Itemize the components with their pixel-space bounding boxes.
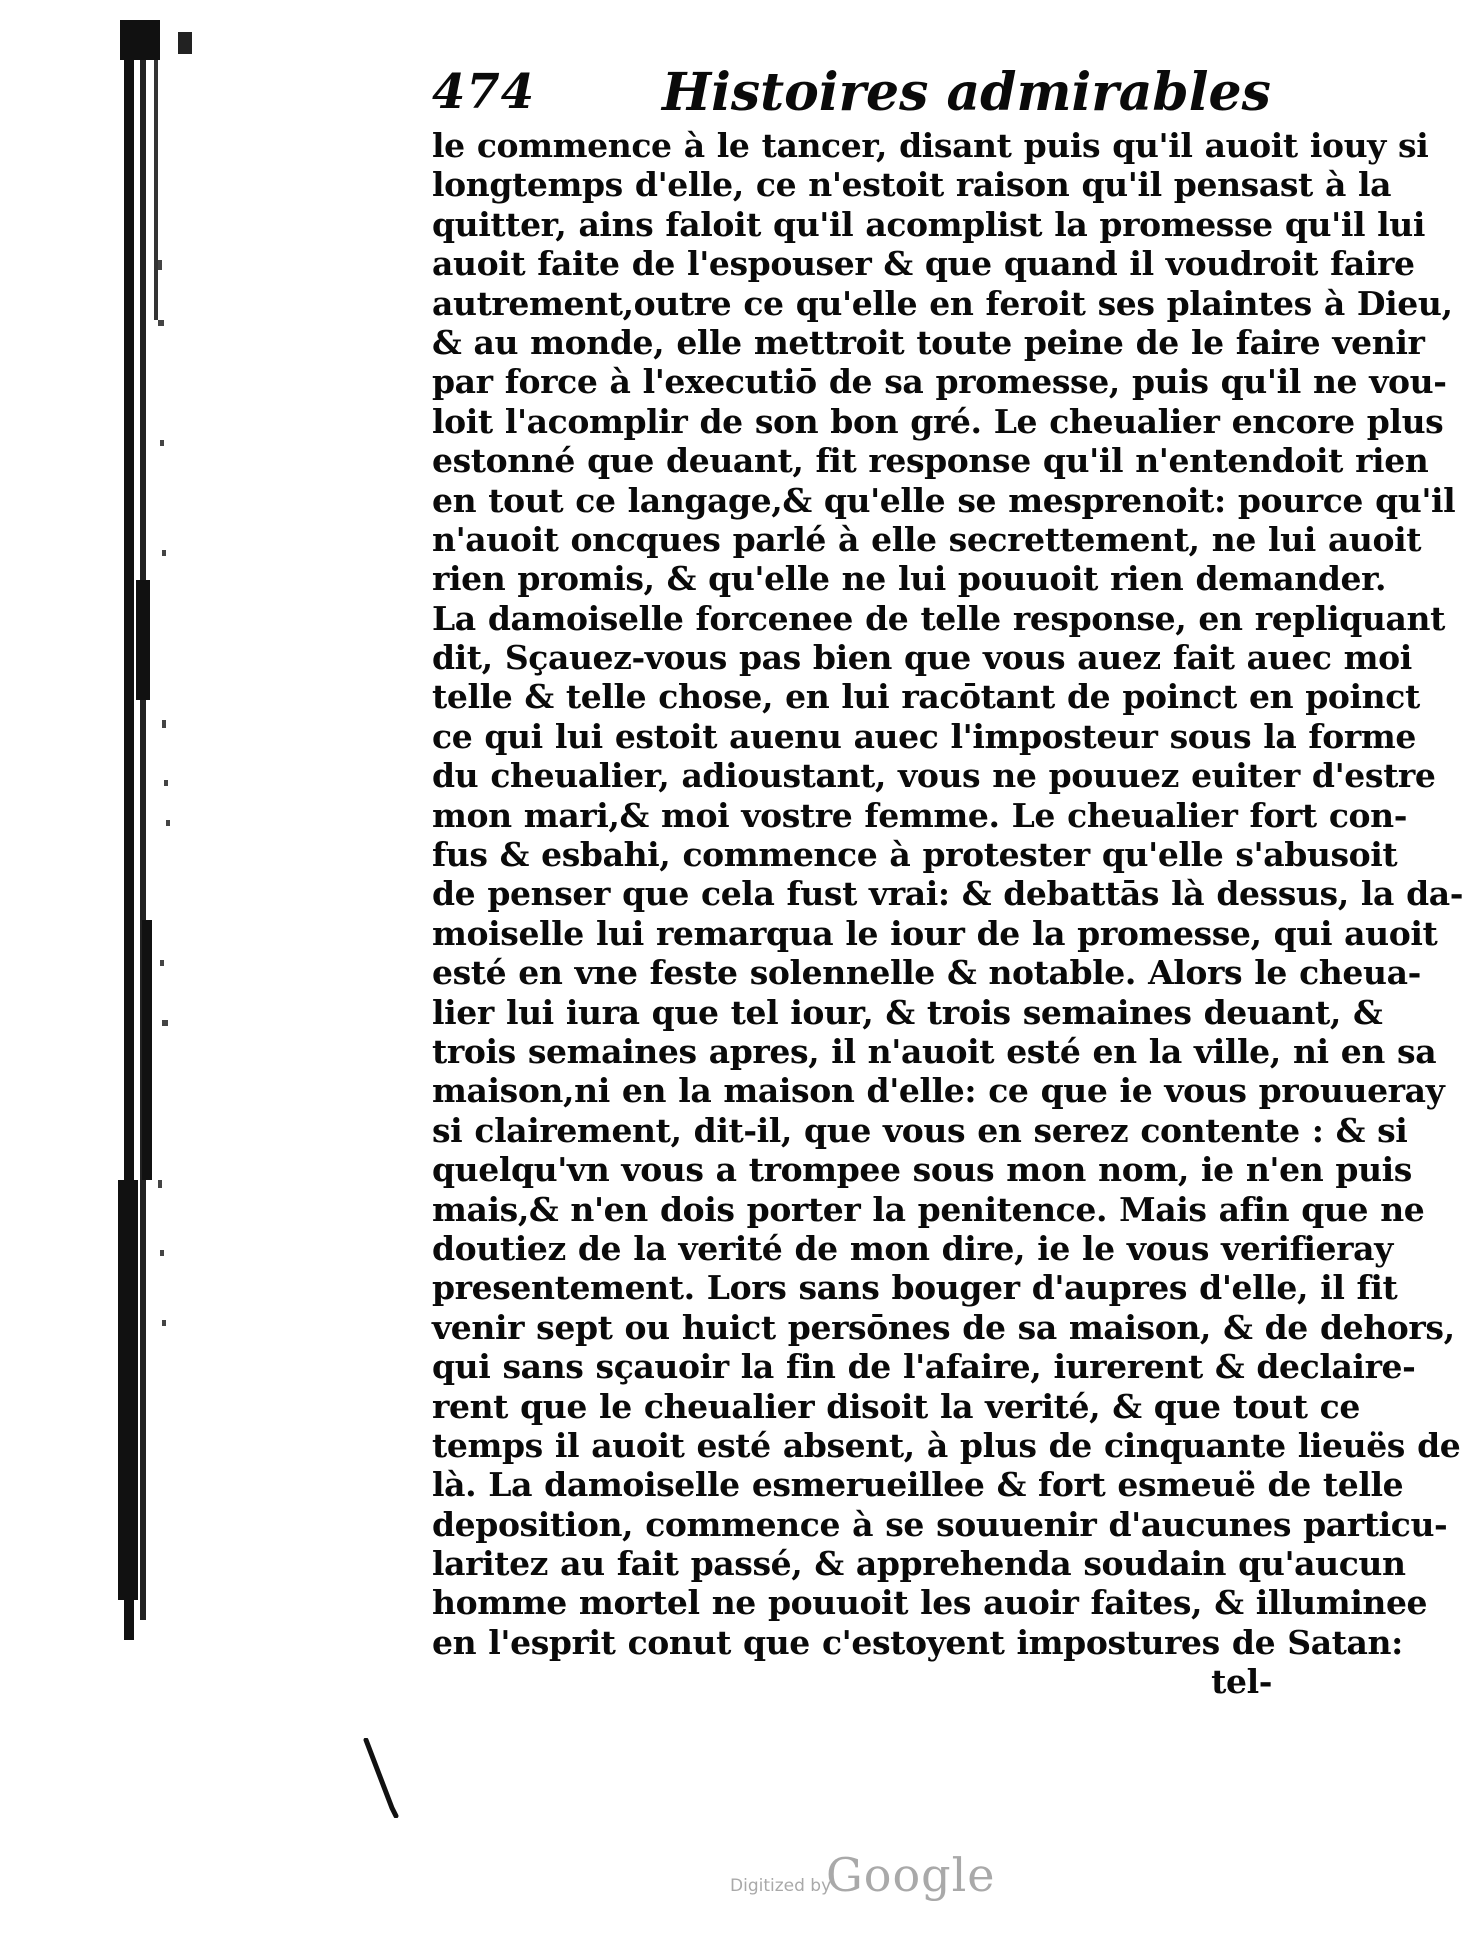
text-line: lier lui iura que tel iour, & trois semaines deuant, & [432, 992, 1383, 1032]
ink-stroke [362, 1738, 402, 1818]
text-line: longtemps d'elle, ce n'estoit raison qu'il pensast à la [432, 165, 1392, 205]
text-line: du cheualier, adioustant, vous ne pouuez euiter d'estre [432, 756, 1436, 796]
text-line: & au monde, elle mettroit toute peine de le faire venir [432, 322, 1425, 362]
text-line: rent que le cheualier disoit la verité, & que tout ce [432, 1386, 1360, 1426]
text-line: presentement. Lors sans bouger d'aupres d'elle, il fit [432, 1268, 1398, 1308]
running-title: Histoires admirables [662, 62, 1271, 123]
catchword: tel- [1211, 1662, 1272, 1702]
text-line: trois semaines apres, il n'auoit esté en la ville, ni en sa [432, 1031, 1437, 1071]
text-line: laritez au fait passé, & apprehenda soudain qu'aucun [432, 1544, 1406, 1584]
text-line: moiselle lui remarqua le iour de la promesse, qui auoit [432, 913, 1438, 953]
text-line: par force à l'executiō de sa promesse, puis qu'il ne vou- [432, 362, 1447, 402]
text-line: n'auoit oncques parlé à elle secrettement, ne lui auoit [432, 519, 1422, 559]
text-line: venir sept ou huict persōnes de sa maison, & de dehors, [432, 1307, 1455, 1347]
text-line: La damoiselle forcenee de telle response, en repliquant [432, 598, 1445, 638]
text-line: là. La damoiselle esmerueillee & fort esmeuë de telle [432, 1465, 1404, 1505]
text-line: auoit faite de l'espouser & que quand il voudroit faire [432, 244, 1415, 284]
text-line: ce qui lui estoit auenu auec l'imposteur sous la forme [432, 716, 1416, 756]
text-line: dit, Sçauez-vous pas bien que vous auez fait auec moi [432, 638, 1412, 678]
text-line: fus & esbahi, commence à protester qu'elle s'abusoit [432, 835, 1398, 875]
body-text [432, 126, 1464, 1702]
text-line: quelqu'vn vous a trompee sous mon nom, ie n'en puis [432, 1150, 1412, 1190]
text-line: en l'esprit conut que c'estoyent impostures de Satan: [432, 1622, 1403, 1662]
text-line: quitter, ains faloit qu'il acomplist la promesse qu'il lui [432, 204, 1426, 244]
google-watermark [730, 1848, 1000, 1908]
text-line: en tout ce langage,& qu'elle se mesprenoit: pource qu'il [432, 480, 1456, 520]
text-line: deposition, commence à se souuenir d'aucunes particu- [432, 1504, 1448, 1544]
text-line: de penser que cela fust vrai: & debattās là dessus, la da- [432, 874, 1464, 914]
text-line: estonné que deuant, fit response qu'il n'entendoit rien [432, 441, 1429, 481]
text-line: le commence à le tancer, disant puis qu'il auoit iouy si [432, 126, 1429, 165]
text-line: temps il auoit esté absent, à plus de cinquante lieuës de [432, 1425, 1461, 1465]
text-line: homme mortel ne pouuoit les auoir faites, & illuminee [432, 1583, 1428, 1623]
text-line: mais,& n'en dois porter la penitence. Mais afin que ne [432, 1189, 1425, 1229]
watermark-logo-text: Google [826, 1848, 996, 1902]
text-line: autrement,outre ce qu'elle en feroit ses plaintes à Dieu, [432, 283, 1453, 323]
text-line: rien promis, & qu'elle ne lui pouuoit rien demander. [432, 559, 1387, 599]
binding-edge [118, 20, 198, 1640]
text-line: loit l'acomplir de son bon gré. Le cheualier encore plus [432, 401, 1444, 441]
running-head [432, 62, 1282, 132]
text-line: telle & telle chose, en lui racōtant de poinct en poinct [432, 677, 1420, 717]
text-line: doutiez de la verité de mon dire, ie le vous verifieray [432, 1228, 1393, 1268]
text-line: mon mari,& moi vostre femme. Le cheualier fort con- [432, 795, 1408, 835]
text-line: si clairement, dit-il, que vous en serez contente : & si [432, 1110, 1408, 1150]
text-line: qui sans sçauoir la fin de l'afaire, iurerent & declaire- [432, 1347, 1416, 1387]
text-line: esté en vne feste solennelle & notable. Alors le cheua- [432, 953, 1421, 993]
page-number: 474 [432, 64, 536, 120]
watermark-small-text: Digitized by [730, 1876, 832, 1896]
text-line: maison,ni en la maison d'elle: ce que ie vous prouueray [432, 1071, 1445, 1111]
